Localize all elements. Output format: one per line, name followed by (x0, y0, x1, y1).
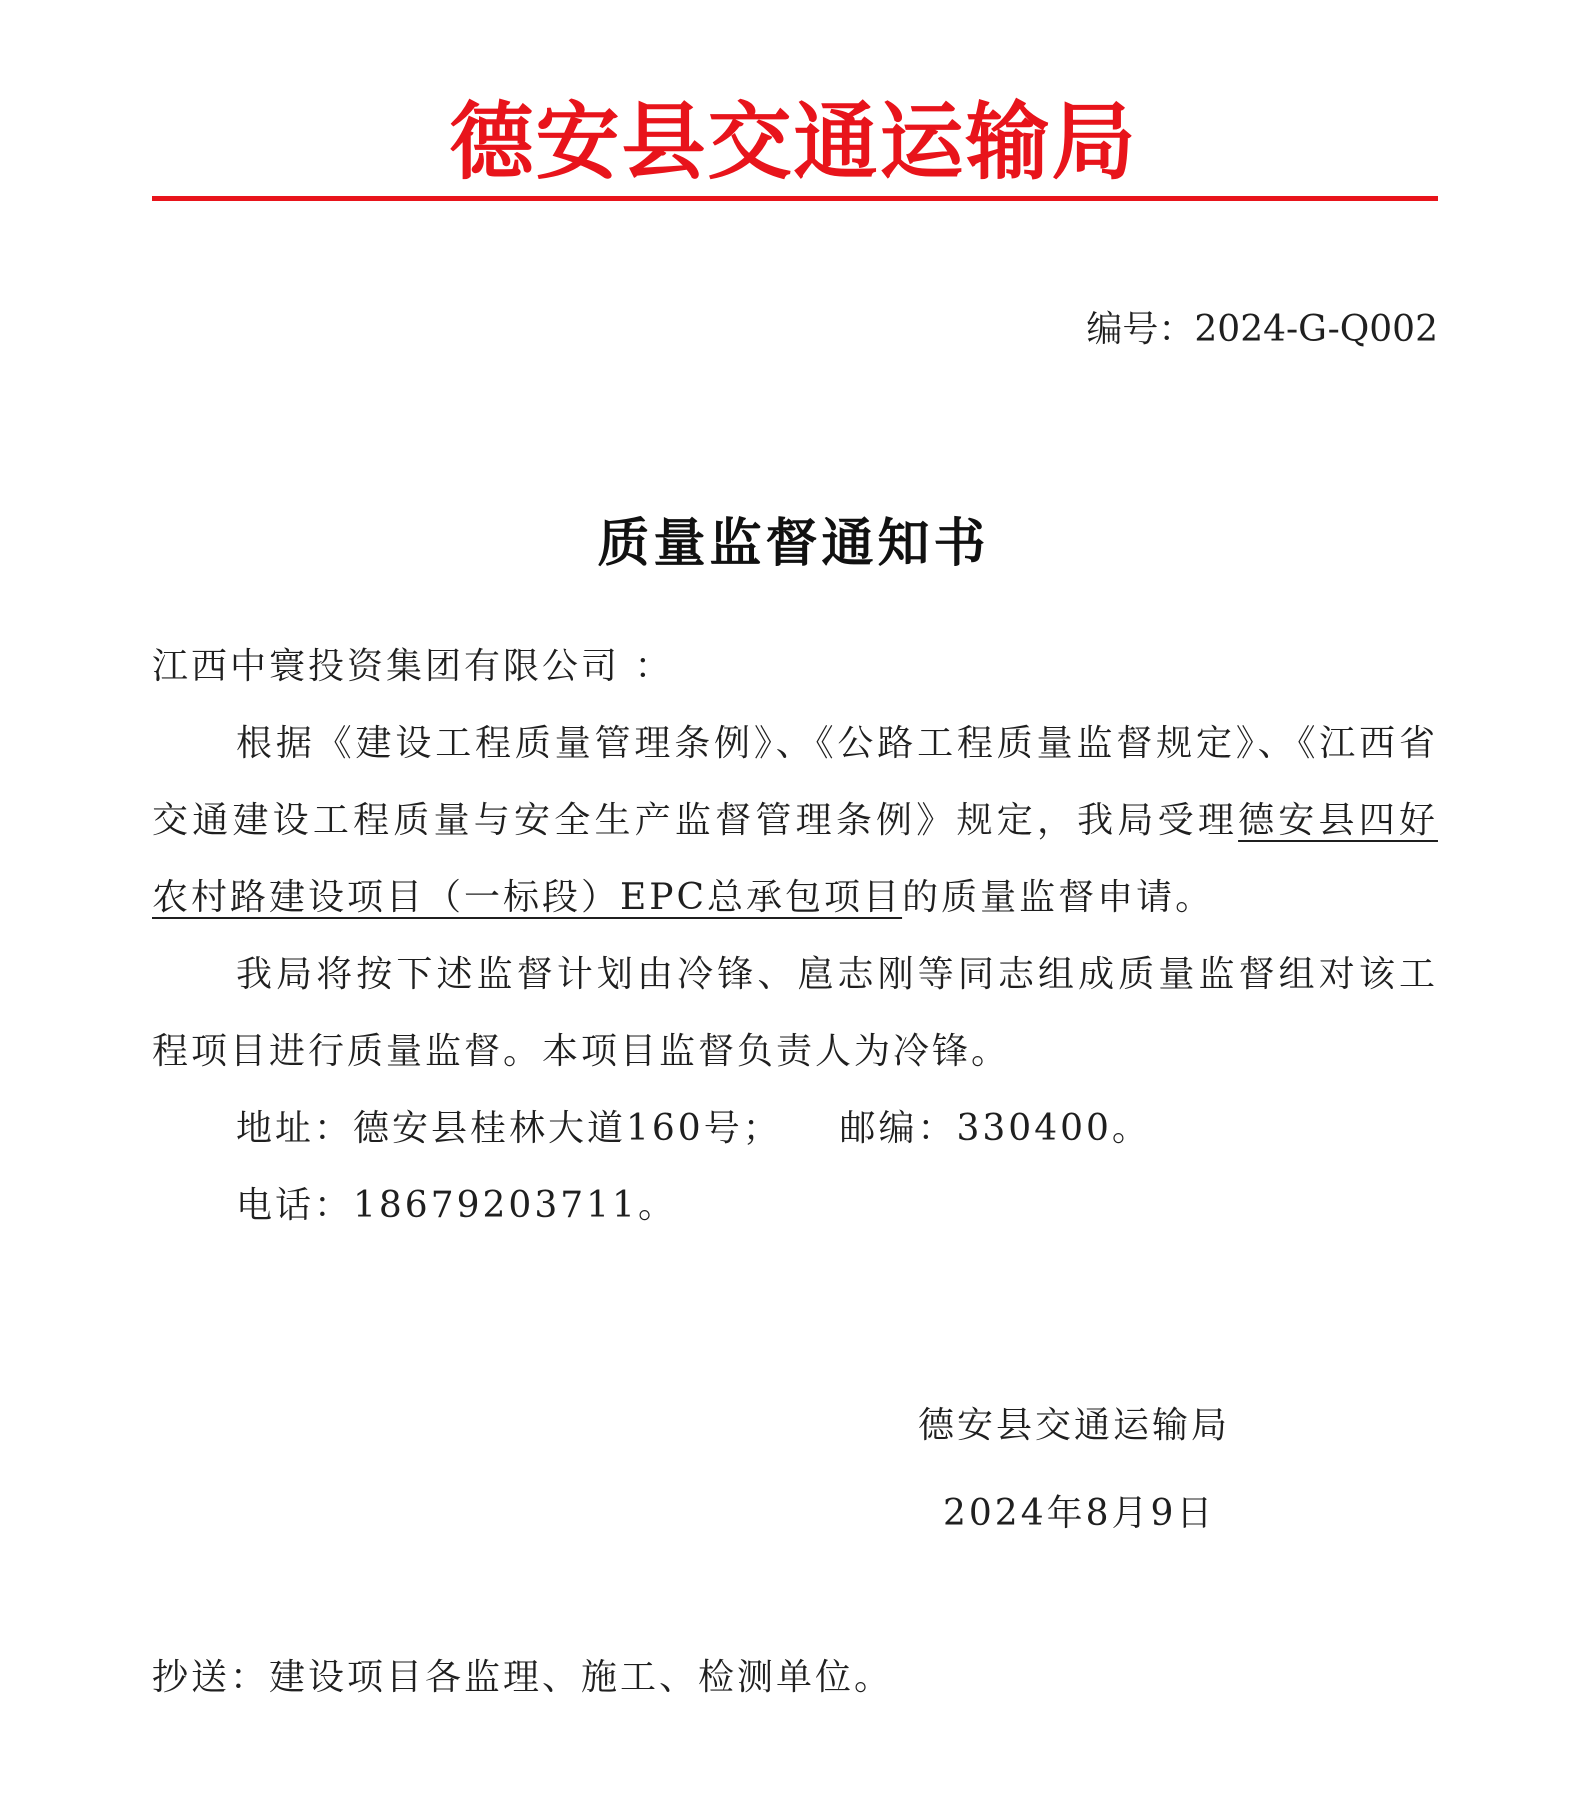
signature-org: 德安县交通运输局 (918, 1405, 1231, 1446)
paragraph-basis-before: 根据《建设工程质量管理条例》、《公路工程质量监督规定》、《江西省交通建设工程质量与安全生产监督管理条例》规定，我局受理 (152, 723, 1438, 841)
recipient-line: 江西中寰投资集团有限公司 ： (152, 646, 674, 687)
document-title: 质量监督通知书 (597, 514, 990, 574)
letterhead-title: 德安县交通运输局 (449, 92, 1138, 191)
document-body (152, 628, 1438, 1244)
cc-line: 抄送：建设项目各监理、施工、检测单位。 (152, 1657, 894, 1698)
paragraph-basis (152, 705, 1438, 936)
letterhead-red-rule (152, 196, 1438, 201)
paragraph-supervision-plan: 我局将按下述监督计划由冷锋、扈志刚等同志组成质量监督组对该工程项目进行质量监督。本项目监督负责人为冷锋。 (152, 954, 1438, 1072)
phone-line: 电话：18679203711。 (236, 1185, 677, 1226)
paragraph-basis-after: 的质量监督申请。 (902, 877, 1215, 918)
project-name: 德安县四好农村路建设项目（一标段）EPC总承包项目 (152, 800, 1438, 918)
signature-date: 2024年8月9日 (943, 1493, 1216, 1534)
address-line: 地址：德安县桂林大道160号； 邮编：330400。 (236, 1108, 1151, 1149)
document-number: 编号：2024-G-Q002 (1086, 309, 1438, 350)
